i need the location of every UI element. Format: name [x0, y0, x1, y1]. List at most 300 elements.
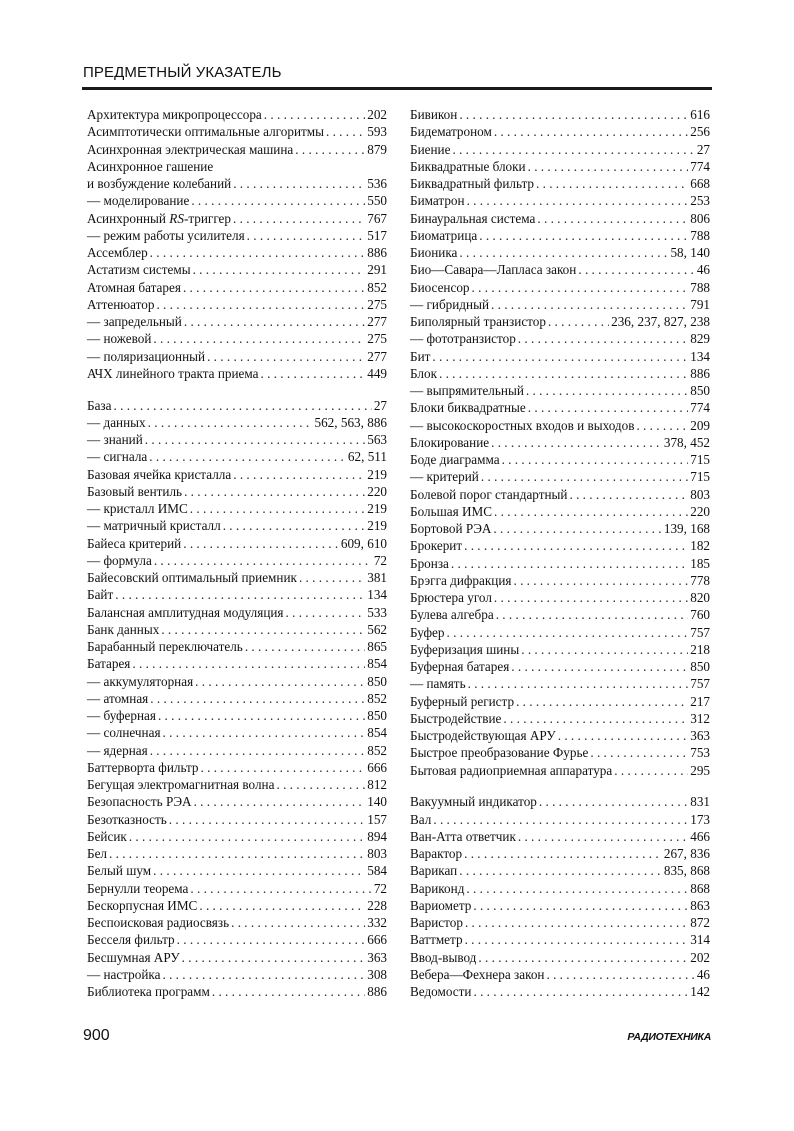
page-refs: 27 [696, 141, 710, 157]
index-term: Беспоисковая радиосвязь [87, 915, 230, 930]
dot-leader [459, 244, 668, 261]
dot-leader [503, 710, 688, 727]
index-entry [87, 106, 387, 123]
dot-leader [502, 451, 689, 468]
index-entry [87, 244, 387, 261]
index-subentry [87, 431, 387, 448]
index-entry [87, 141, 387, 158]
index-entry [410, 210, 710, 227]
page-refs: 217 [690, 693, 710, 709]
dot-leader [276, 776, 365, 793]
page-refs: 140 [367, 794, 387, 810]
index-term: Блок [410, 365, 437, 381]
index-entry [410, 744, 710, 761]
index-term: — формула [87, 552, 152, 569]
index-term: Бидематроном [410, 124, 492, 140]
index-term: Быстрое преобразование Фурье [410, 745, 589, 761]
index-term: Бронза [410, 555, 449, 571]
index-entry [410, 192, 710, 209]
index-term: Вебера—Фехнера закон [410, 966, 545, 982]
dot-leader [478, 949, 688, 966]
page-refs: 209 [690, 417, 710, 433]
index-term: — атомная [87, 690, 148, 707]
index-subentry [410, 330, 710, 347]
page-refs: 894 [367, 828, 387, 844]
dot-leader [233, 175, 365, 192]
index-entry [410, 862, 710, 879]
dot-leader [473, 897, 688, 914]
dot-leader [578, 261, 694, 278]
group-separator [87, 382, 387, 397]
index-subentry [87, 448, 387, 465]
index-entry [410, 244, 710, 261]
index-entry [87, 793, 387, 810]
index-subentry [87, 966, 387, 983]
page-refs: 803 [690, 486, 710, 502]
dot-leader [518, 828, 688, 845]
dot-leader [528, 399, 688, 416]
index-entry [87, 397, 387, 414]
page-refs: 562, 563, 886 [314, 414, 387, 430]
dot-leader [473, 983, 688, 1000]
index-subentry [410, 296, 710, 313]
index-term: Батарея [87, 656, 131, 672]
dot-leader [264, 106, 365, 123]
page-refs: 202 [690, 949, 710, 965]
index-term: Бортовой РЭА [410, 521, 492, 536]
page-refs: 332 [367, 915, 387, 930]
dot-leader [536, 175, 688, 192]
index-term: Быстродействующая АРУ [410, 728, 556, 743]
dot-leader [109, 845, 365, 862]
index-entry [87, 466, 387, 483]
index-term: Белый шум [87, 863, 152, 879]
dot-leader [558, 727, 689, 744]
index-entry [87, 931, 387, 948]
index-term: Бернулли теорема [87, 880, 189, 896]
page-refs: 806 [690, 210, 710, 226]
dot-leader [148, 414, 313, 431]
dot-leader [177, 931, 366, 948]
dot-leader [491, 434, 662, 451]
index-entry [87, 123, 387, 140]
page-refs: 757 [690, 624, 710, 640]
dot-leader [451, 555, 688, 572]
dot-leader [207, 348, 365, 365]
page-refs: 852 [367, 690, 387, 706]
page-refs: 788 [690, 279, 710, 295]
index-term: — моделирование [87, 192, 189, 209]
page-refs: 253 [690, 193, 710, 209]
page-refs: 267, 836 [663, 846, 710, 861]
dot-leader [150, 690, 365, 707]
index-term: Асимптотически оптимальные алгоритмы [87, 124, 324, 140]
index-term: Вариконд [410, 880, 465, 896]
page-refs: 760 [690, 607, 710, 623]
index-entry [87, 535, 387, 552]
index-subentry [87, 330, 387, 347]
page-refs: 295 [690, 762, 710, 778]
dot-leader [153, 330, 365, 347]
index-entry [410, 931, 710, 948]
index-term: — настройка [87, 966, 160, 983]
dot-leader [149, 448, 346, 465]
index-subentry [87, 724, 387, 741]
index-entry [410, 555, 710, 572]
page-refs: 134 [690, 348, 710, 364]
dot-leader [481, 468, 688, 485]
index-entry [87, 621, 387, 638]
page-refs: 865 [367, 639, 387, 654]
dot-leader [163, 724, 366, 741]
page-number: 900 [83, 1027, 110, 1044]
index-term: Буферный регистр [410, 693, 515, 709]
dot-leader [233, 210, 365, 227]
index-subentry [87, 192, 387, 209]
dot-leader [472, 279, 689, 296]
page-refs: 850 [367, 673, 387, 689]
index-entry [410, 762, 710, 779]
dot-leader [150, 244, 366, 261]
dot-leader [190, 500, 365, 517]
page-refs: 774 [690, 158, 710, 174]
dot-leader [546, 966, 694, 983]
index-term: Бит [410, 348, 431, 364]
index-entry [410, 486, 710, 503]
index-subentry [87, 348, 387, 365]
page-refs: 142 [690, 984, 710, 999]
page-refs: 835, 868 [663, 863, 710, 879]
index-term: Брэгга дифракция [410, 572, 512, 588]
dot-leader [526, 382, 688, 399]
index-entry [410, 914, 710, 931]
dot-leader [154, 552, 372, 569]
group-separator [410, 779, 710, 794]
index-term: Вариометр [410, 897, 472, 913]
index-term: — запредельный [87, 313, 182, 330]
page-refs: 219 [367, 466, 387, 482]
dot-leader [212, 983, 365, 1000]
dot-leader [169, 811, 365, 828]
page-refs: 757 [690, 676, 710, 692]
index-term: Буферная батарея [410, 659, 510, 674]
page-refs: 616 [690, 107, 710, 122]
page-refs: 173 [690, 811, 710, 827]
page-refs: 868 [690, 880, 710, 896]
dot-leader [193, 261, 366, 278]
dot-leader [465, 914, 688, 931]
dot-leader [145, 431, 365, 448]
dot-leader [468, 675, 689, 692]
index-entry [410, 537, 710, 554]
page-refs: 668 [690, 176, 710, 191]
index-entry [410, 313, 710, 330]
page-refs: 562 [367, 621, 387, 637]
index-term: Бескорпусная ИМС [87, 897, 198, 913]
index-entry [410, 261, 710, 278]
index-term: Бел [87, 846, 108, 861]
index-term: Байт [87, 587, 114, 603]
index-term: Болевой порог стандартный [410, 486, 568, 502]
index-entry [87, 983, 387, 1000]
dot-leader [439, 365, 688, 382]
index-term: Блокирование [410, 434, 490, 450]
dot-leader [459, 862, 662, 879]
page-refs: 609, 610 [340, 535, 387, 551]
page-refs: 275 [367, 296, 387, 312]
index-term: Бесшумная АРУ [87, 949, 180, 965]
index-term: Балансная амплитудная модуляция [87, 604, 284, 620]
page-refs: 829 [690, 331, 710, 347]
dot-leader [158, 707, 365, 724]
dot-leader [245, 638, 365, 655]
page-refs: 62, 511 [347, 449, 387, 465]
index-entry [410, 793, 710, 810]
index-entry [410, 624, 710, 641]
index-entry [87, 279, 387, 296]
index-entry [410, 966, 710, 983]
page-refs: 308 [367, 966, 387, 982]
index-entry [87, 586, 387, 603]
index-entry [87, 949, 387, 966]
index-entry [410, 106, 710, 123]
page-refs: 378, 452 [663, 434, 710, 450]
index-group-a [87, 106, 387, 382]
page-refs: 275 [367, 331, 387, 347]
index-term: Варистор [410, 915, 463, 930]
dot-leader [465, 931, 689, 948]
page-refs: 850 [367, 708, 387, 723]
index-term: Бытовая радиоприемная аппаратура [410, 762, 613, 778]
dot-leader [494, 123, 688, 140]
index-entry [410, 589, 710, 606]
dot-leader [493, 520, 661, 537]
index-term: Баттерворта фильтр [87, 759, 199, 775]
page-refs: 666 [367, 759, 387, 775]
page-refs: 831 [690, 794, 710, 810]
index-entry [410, 175, 710, 192]
dot-leader [636, 417, 688, 434]
page-refs: 886 [367, 984, 387, 999]
index-entry [410, 123, 710, 140]
dot-leader [491, 296, 688, 313]
index-term: Безопасность РЭА [87, 794, 192, 810]
page-refs: 879 [367, 141, 387, 157]
page-refs: 139, 168 [663, 521, 710, 536]
index-term: Варикап [410, 863, 458, 879]
index-term: — высокоскоростных входов и выходов [410, 417, 634, 434]
page-refs: 72 [373, 880, 387, 896]
index-group-b [87, 397, 387, 1001]
index-term: — знаний [87, 431, 143, 448]
page-refs: 517 [367, 227, 387, 243]
index-term: — данных [87, 414, 146, 431]
index-term: Барабанный переключатель [87, 639, 243, 654]
index-entry [87, 862, 387, 879]
index-entry [410, 983, 710, 1000]
index-term: Биосенсор [410, 279, 470, 295]
index-entry [87, 897, 387, 914]
dot-leader [195, 673, 365, 690]
page-refs: 850 [690, 383, 710, 398]
index-entry [410, 520, 710, 537]
page-refs: 220 [690, 503, 710, 519]
page-refs: 812 [367, 777, 387, 792]
index-term: Боде диаграмма [410, 452, 500, 467]
index-term: Библиотека программ [87, 984, 210, 999]
index-term: — гибридный [410, 296, 489, 313]
page-refs: 202 [367, 107, 387, 122]
dot-leader [115, 586, 365, 603]
index-term: Архитектура микропроцессора [87, 107, 262, 122]
index-term: Бинауральная система [410, 210, 536, 226]
page-refs: 863 [690, 897, 710, 913]
index-entry [87, 365, 387, 382]
index-term: Варактор [410, 846, 463, 861]
dot-leader [548, 313, 609, 330]
page-refs: 550 [367, 193, 387, 209]
page-refs: 715 [690, 469, 710, 485]
index-entry [410, 279, 710, 296]
page-refs: 219 [367, 501, 387, 516]
book-title: РАДИОТЕХНИКА [627, 1031, 711, 1043]
dot-leader [162, 966, 365, 983]
index-term: Базовый вентиль [87, 483, 183, 499]
index-term: Биполярный транзистор [410, 314, 546, 329]
page-refs: 277 [367, 314, 387, 329]
dot-leader [521, 641, 688, 658]
dot-leader [161, 621, 365, 638]
index-term: Базовая ячейка кристалла [87, 466, 232, 482]
index-term: — фототранзистор [410, 330, 516, 347]
index-term: — буферная [87, 707, 156, 724]
dot-leader [513, 572, 688, 589]
page-refs: 277 [367, 348, 387, 364]
index-subentry [410, 675, 710, 692]
index-entry [87, 210, 387, 227]
index-entry [410, 897, 710, 914]
index-term: Биение [410, 141, 451, 157]
index-entry [87, 483, 387, 500]
dot-leader [184, 483, 365, 500]
page-refs: 872 [690, 915, 710, 930]
index-entry [410, 811, 710, 828]
index-term: Большая ИМС [410, 503, 493, 519]
dot-leader [466, 880, 688, 897]
page-refs: 850 [690, 659, 710, 674]
index-subentry [87, 414, 387, 431]
index-term: Ассемблер [87, 245, 148, 260]
page-refs: 886 [367, 245, 387, 260]
dot-leader [569, 486, 688, 503]
dot-leader [201, 759, 366, 776]
page-refs: 58, 140 [670, 245, 710, 260]
index-term: Бесселя фильтр [87, 932, 175, 948]
dot-leader [247, 227, 366, 244]
index-entry [87, 914, 387, 931]
dot-leader [183, 279, 365, 296]
index-term: Ваттметр [410, 932, 463, 948]
index-term: Асинхронная электрическая машина [87, 141, 294, 157]
index-entry [410, 399, 710, 416]
page-refs: 593 [367, 124, 387, 140]
page-refs: 536 [367, 176, 387, 191]
index-subentry [87, 690, 387, 707]
dot-leader [150, 742, 366, 759]
index-term: Бегущая электромагнитная волна [87, 777, 275, 792]
dot-leader [183, 535, 339, 552]
index-term: Быстродействие [410, 710, 502, 726]
index-term: Ведомости [410, 984, 472, 999]
dot-leader [233, 466, 365, 483]
index-term: Буфер [410, 624, 445, 640]
index-column-right [410, 106, 710, 1000]
index-entry [87, 776, 387, 793]
dot-leader [464, 845, 662, 862]
index-term: Асинхронный RS-триггер [87, 210, 231, 226]
page-refs: 533 [367, 604, 387, 620]
dot-leader [496, 606, 689, 623]
dot-leader [199, 897, 365, 914]
index-entry [87, 655, 387, 672]
index-term: Буферизация шины [410, 641, 520, 657]
dot-leader [156, 296, 365, 313]
index-subentry [410, 417, 710, 434]
index-entry [87, 845, 387, 862]
index-term: — выпрямительный [410, 382, 524, 399]
index-term: Вал [410, 811, 432, 827]
page-refs: 236, 237, 827, 238 [611, 314, 710, 329]
dot-leader [479, 227, 688, 244]
dot-leader [326, 123, 365, 140]
index-term: и возбуждение колебаний [87, 176, 232, 191]
index-entry [410, 880, 710, 897]
index-term: Ван-Атта ответчик [410, 828, 516, 844]
running-head: ПРЕДМЕТНЫЙ УКАЗАТЕЛЬ [83, 64, 282, 81]
page-refs: 852 [367, 742, 387, 758]
index-subentry [410, 382, 710, 399]
index-term: Биквадратный фильтр [410, 176, 535, 191]
index-entry [410, 451, 710, 468]
page-refs: 788 [690, 227, 710, 243]
index-group-v [410, 793, 710, 1000]
dot-leader [459, 106, 688, 123]
index-term: — память [410, 675, 466, 692]
index-term: — поляризационный [87, 348, 205, 365]
dot-leader [194, 793, 366, 810]
index-term: Атомная батарея [87, 279, 181, 295]
dot-leader [114, 397, 372, 414]
index-subentry [87, 552, 387, 569]
page-refs: 185 [690, 555, 710, 571]
index-term: — сигнала [87, 448, 147, 465]
index-term: — аккумуляторная [87, 673, 193, 690]
index-subentry [87, 673, 387, 690]
page-refs: 363 [367, 949, 387, 965]
dot-leader [153, 862, 365, 879]
index-term: Брокерит [410, 538, 463, 554]
index-entry [410, 845, 710, 862]
index-entry [410, 141, 710, 158]
page-refs: 820 [690, 590, 710, 605]
dot-leader [452, 141, 694, 158]
index-entry [410, 606, 710, 623]
index-subentry [87, 742, 387, 759]
index-entry [87, 569, 387, 586]
dot-leader [537, 210, 688, 227]
index-entry [410, 365, 710, 382]
page-refs: 753 [690, 745, 710, 761]
